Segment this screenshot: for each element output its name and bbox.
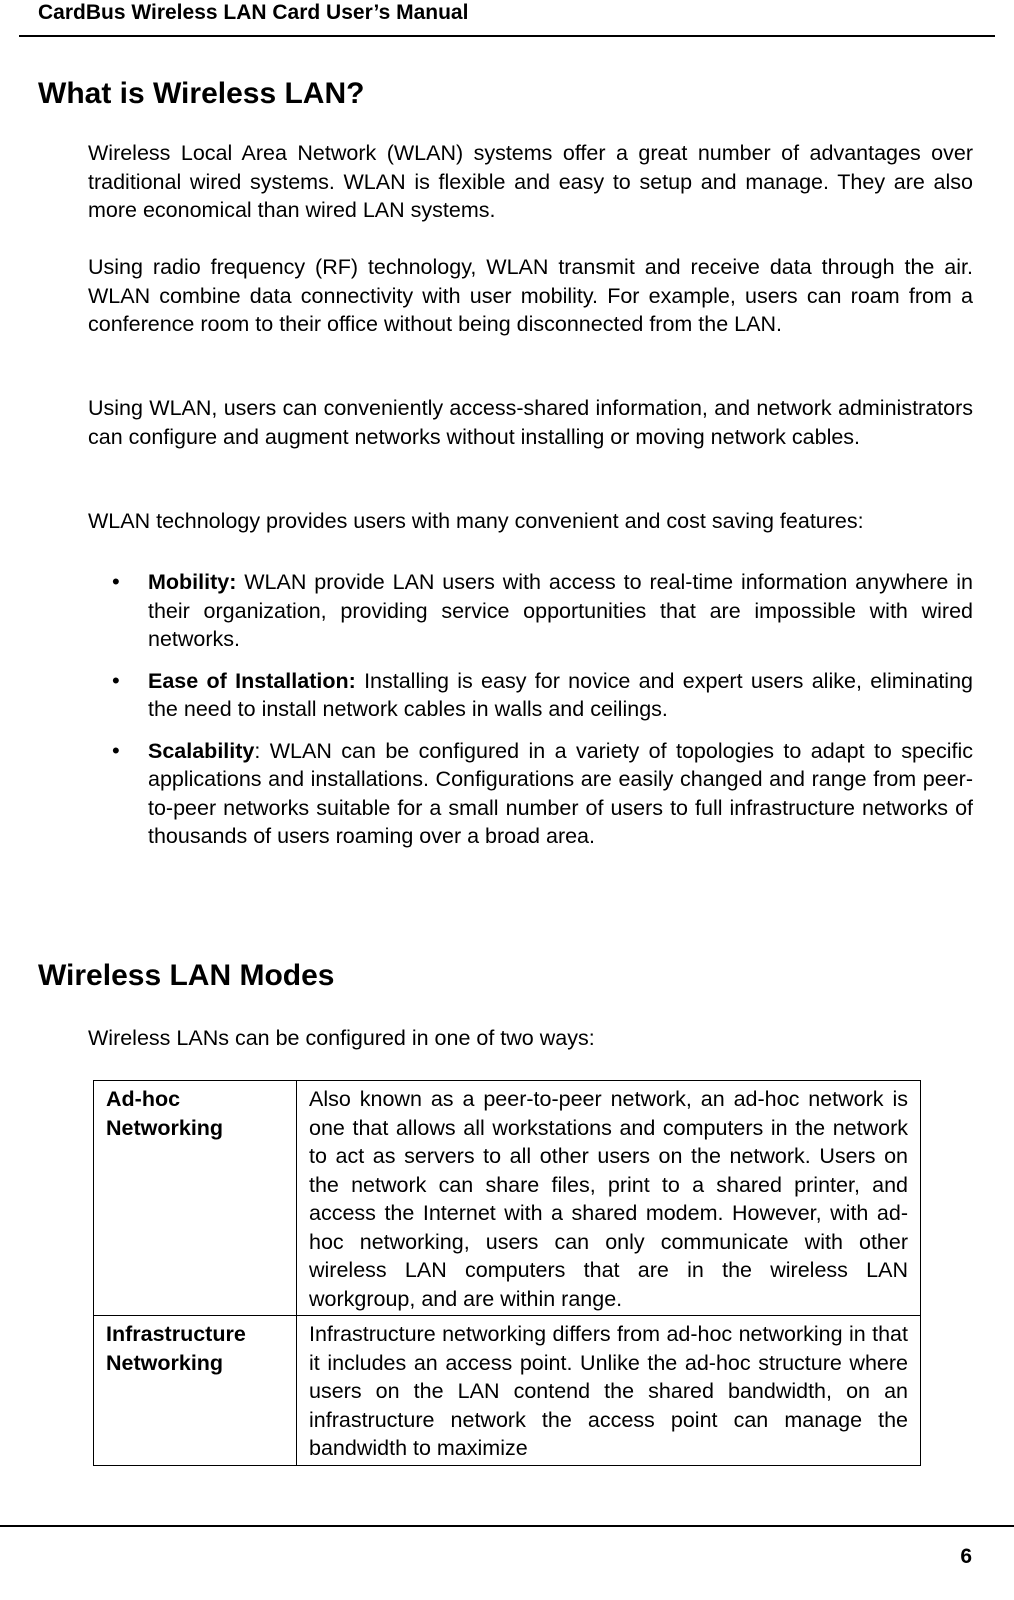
bullet-icon: • <box>112 569 120 594</box>
footer-rule <box>0 1525 1014 1527</box>
page-number: 6 <box>960 1545 972 1568</box>
mode-term <box>94 1316 297 1466</box>
mode-term-line: Networking <box>106 1115 224 1140</box>
paragraph: Using radio frequency (RF) technology, WLAN transmit and receive data through the air. WLAN combine data connectivity with user mobility. For example, users can roam from a conference room to their office without being disconnected from the LAN. <box>88 255 973 336</box>
feature-text: : WLAN can be configured in a variety of topologies to adapt to specific applications and installations. Configurations are easily changed and range from peer-to-peer networks suitable for a small number of users to full infrastructure networks of thousands of users roaming over a broad area. <box>148 738 973 848</box>
feature-term: Ease of Installation: <box>148 668 356 693</box>
modes-table <box>93 1080 921 1466</box>
section-heading-wlan-modes: Wireless LAN Modes <box>38 959 335 992</box>
feature-text: Installing is easy for novice and expert users alike, eliminating the need to install network cables in walls and ceilings. <box>148 668 973 721</box>
table-row <box>94 1081 921 1316</box>
mode-term-line: Infrastructure <box>106 1322 246 1346</box>
paragraph: Using WLAN, users can conveniently access-shared information, and network administrators can configure and augment networks without installing or moving network cables. <box>88 396 973 449</box>
header-rule <box>19 35 995 37</box>
mode-description: Infrastructure networking differs from ad-hoc networking in that it includes an access point. Unlike the ad-hoc structure where users on the LAN contend the shared bandwidth, on an infrastructure network the access point can manage the bandwidth to maximize <box>297 1316 921 1466</box>
feature-list <box>88 568 973 864</box>
mode-term <box>94 1081 297 1316</box>
feature-text: WLAN provide LAN users with access to real-time information anywhere in their organization, providing service opportunities that are impossible with wired networks. <box>148 570 973 651</box>
bullet-icon: • <box>112 737 120 763</box>
list-item <box>88 737 973 851</box>
running-header: CardBus Wireless LAN Card User’s Manual <box>38 1 469 24</box>
paragraph: WLAN technology provides users with many convenient and cost saving features: <box>88 509 864 533</box>
mode-term-line: Networking <box>106 1350 224 1375</box>
section-heading-what-is-wlan: What is Wireless LAN? <box>38 77 365 110</box>
mode-term-line: Ad-hoc <box>106 1087 181 1111</box>
paragraph: Wireless LANs can be configured in one of two ways: <box>88 1026 595 1050</box>
feature-term: Scalability <box>148 738 255 763</box>
list-item <box>88 568 973 654</box>
list-item <box>88 667 973 724</box>
feature-term: Mobility: <box>148 570 237 594</box>
mode-description: Also known as a peer-to-peer network, an ad-hoc network is one that allows all workstations and computers in the network to act as servers to all other users on the network. Users on the network can share files, print to a shared printer, and access the Internet with a shared modem. However, with ad-hoc networking, users can only communicate with other wireless LAN computers that are in the wireless LAN workgroup, and are within range. <box>297 1081 921 1316</box>
table-row <box>94 1316 921 1466</box>
bullet-icon: • <box>112 667 120 693</box>
paragraph: Wireless Local Area Network (WLAN) systems offer a great number of advantages over traditional wired systems. WLAN is flexible and easy to setup and manage. They are also more economical than wired LAN systems. <box>88 141 973 222</box>
